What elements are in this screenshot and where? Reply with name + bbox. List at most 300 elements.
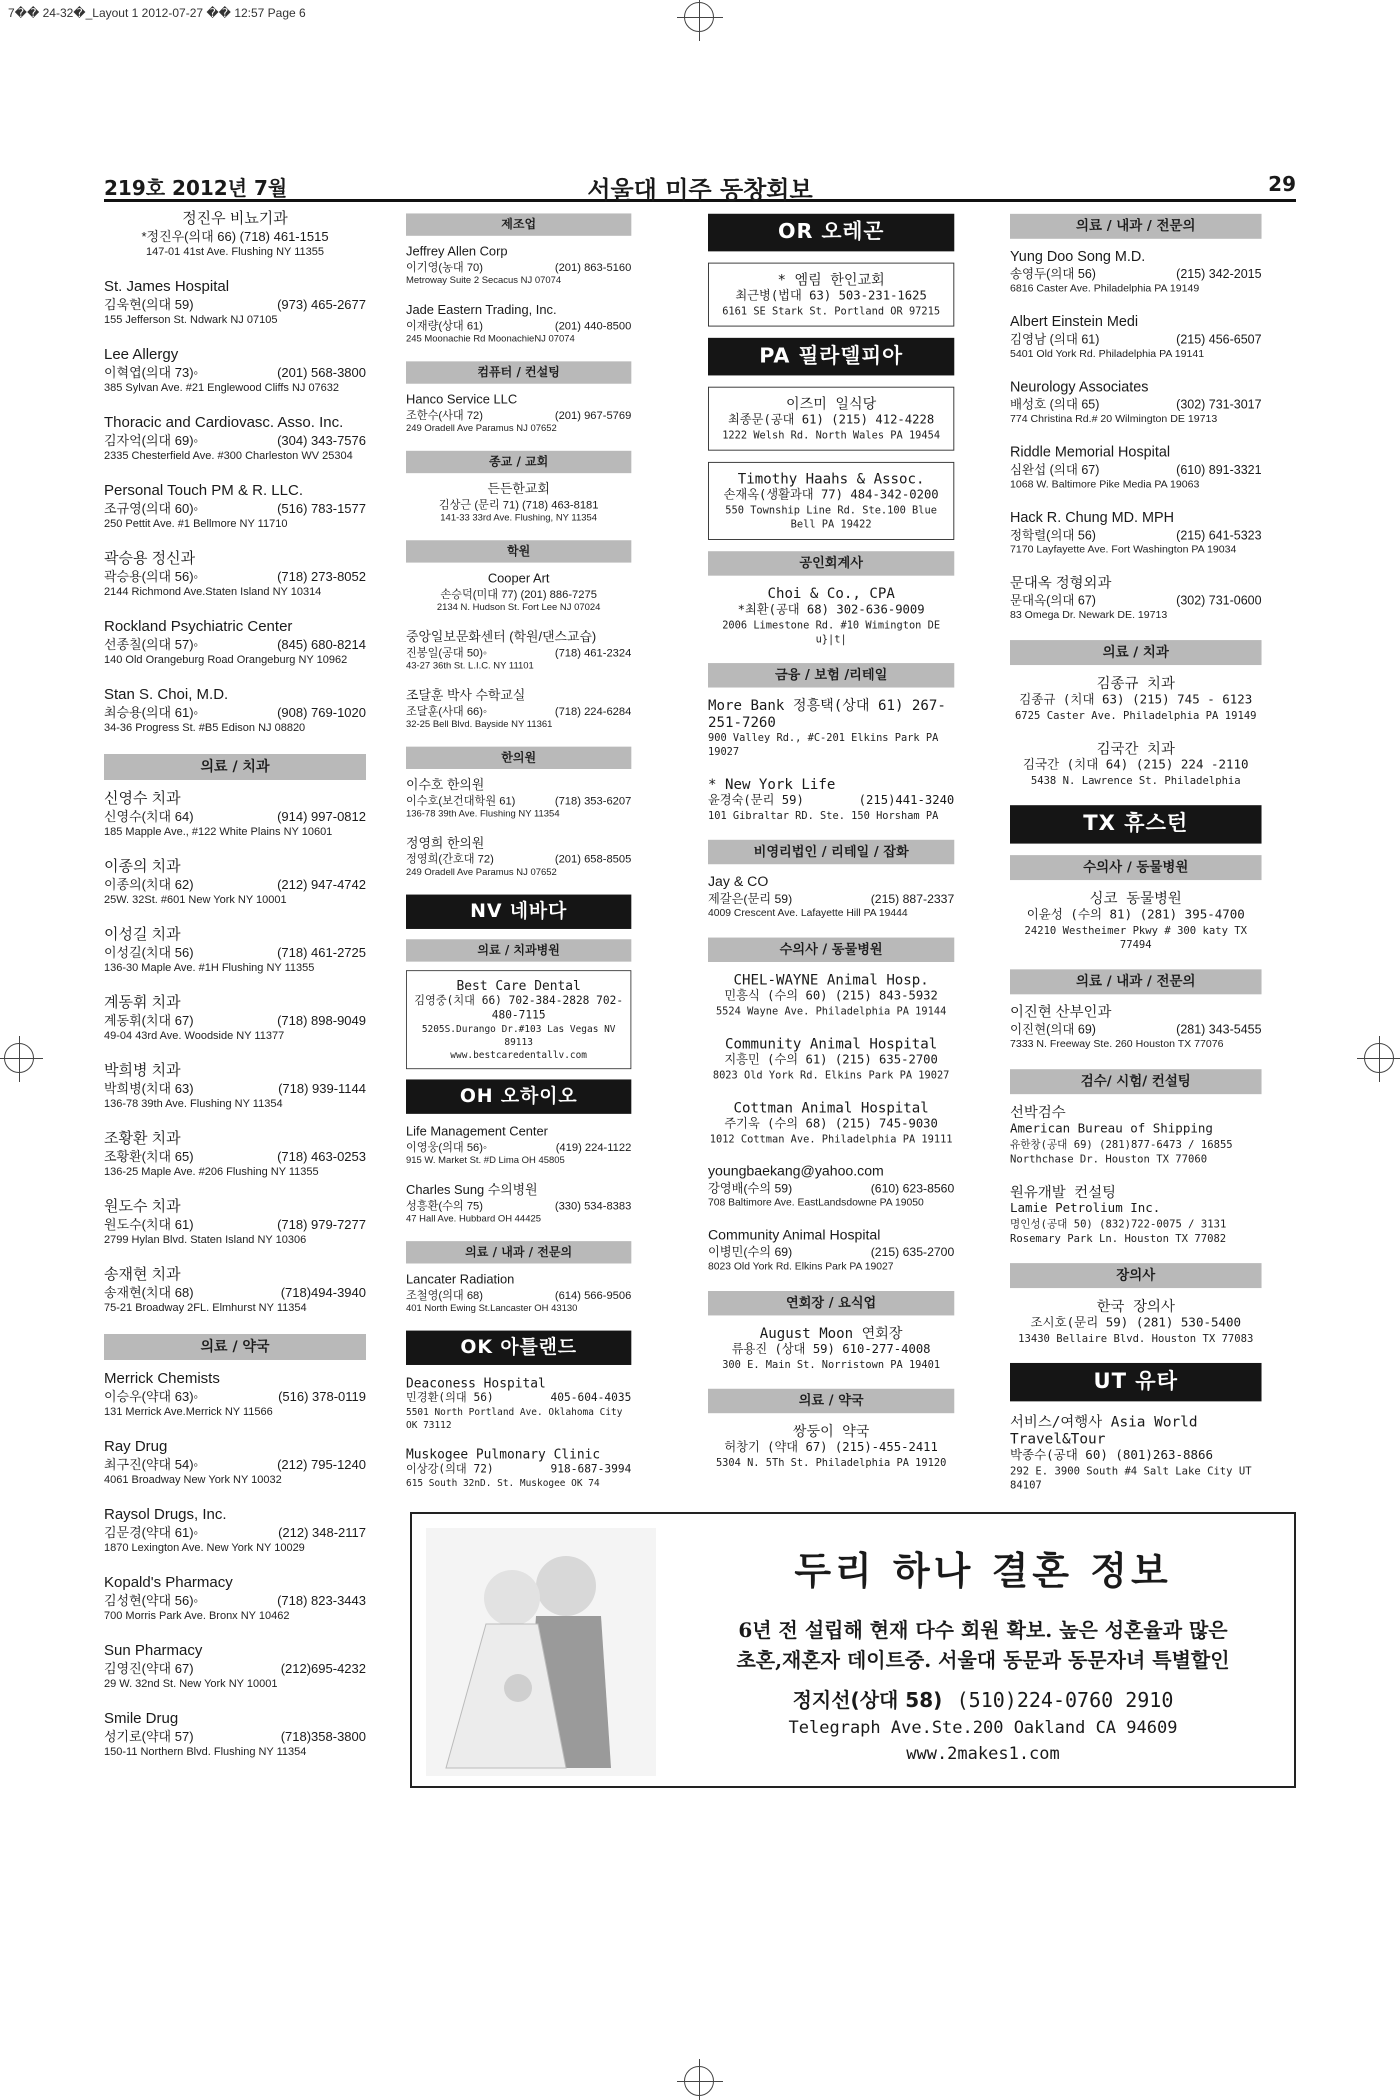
listing-address: 140 Old Orangeburg Road Orangeburg NY 10962 bbox=[104, 654, 348, 666]
listing-name: 송재현 치과 bbox=[104, 1266, 181, 1283]
listing-entry bbox=[406, 836, 631, 879]
listing-person: 손승덕(미대 77) (201) 886-7275 bbox=[440, 587, 597, 601]
listing-name: 이성길 치과 bbox=[104, 926, 181, 943]
listing-name: 선박검수 bbox=[1010, 1103, 1066, 1122]
registration-mark-icon bbox=[4, 1043, 34, 1073]
listing-contact bbox=[708, 1116, 954, 1132]
listing-entry bbox=[1010, 379, 1262, 427]
listing-contact bbox=[708, 891, 954, 907]
listing-entry bbox=[104, 1438, 366, 1488]
listing-entry bbox=[406, 1272, 631, 1315]
listing-person: 손재옥(생활과대 77) 484-342-0200 bbox=[723, 488, 939, 503]
listing-name: 한국 장의사 bbox=[1096, 1297, 1175, 1315]
listing-person: 조한수(사대 72) bbox=[406, 408, 483, 422]
page-header bbox=[104, 170, 1296, 202]
listing-person: 조시호(문리 59) (281) 530-5400 bbox=[1030, 1315, 1242, 1331]
listing-name: Raysol Drugs, Inc. bbox=[104, 1506, 227, 1523]
listing-phone: (718) 273-8052 bbox=[277, 569, 366, 584]
page-title: 서울대 미주 동창회보 bbox=[587, 176, 813, 204]
listing-entry bbox=[708, 1099, 954, 1146]
listing-address: 2134 N. Hudson St. Fort Lee NJ 07024 bbox=[436, 602, 601, 613]
listing-phone: (304) 343-7576 bbox=[277, 433, 366, 448]
listing-person: 제갈은(문리 59) bbox=[708, 891, 793, 906]
listing-person: 최승용(의대 61)◦ bbox=[104, 705, 199, 720]
listing-entry bbox=[104, 1710, 366, 1760]
listing-entry bbox=[406, 244, 631, 287]
listing-address: 29 W. 32nd St. New York NY 10001 bbox=[104, 1678, 278, 1690]
listing-name: Community Animal Hospital bbox=[708, 1227, 881, 1244]
listing-entry bbox=[104, 1506, 366, 1556]
listing-person: 허창기 (약대 67) (215)-455-2411 bbox=[724, 1440, 938, 1455]
listing-entry bbox=[104, 686, 366, 736]
listing-name: 든든한교회 bbox=[487, 481, 550, 497]
listing-name: 계동휘 치과 bbox=[104, 994, 181, 1011]
listing-contact bbox=[1010, 757, 1262, 773]
listing-entry bbox=[708, 971, 954, 1018]
listing-phone: (516) 783-1577 bbox=[277, 501, 366, 516]
listing-entry bbox=[1010, 248, 1262, 296]
listing-person: 정영희(간호대 72) bbox=[406, 852, 494, 866]
listing-contact bbox=[104, 364, 366, 381]
listing-address: 43-27 36th St. L.I.C. NY 11101 bbox=[406, 660, 534, 671]
listing-phone: (718) 823-3443 bbox=[277, 1593, 366, 1608]
listing-person: *정진우(의대 66) (718) 461-1515 bbox=[141, 229, 329, 244]
listing-phone: (215) 641-5323 bbox=[1176, 527, 1262, 543]
listing-phone: (908) 769-1020 bbox=[277, 705, 366, 720]
listing-phone: (610) 891-3321 bbox=[1176, 462, 1262, 477]
section-header: 장의사 bbox=[1010, 1263, 1262, 1288]
listing-phone: (281) 343-5455 bbox=[1176, 1022, 1262, 1037]
listing-address: 708 Baltimore Ave. EastLandsdowne PA 19050 bbox=[708, 1197, 924, 1209]
listing-address: 700 Morris Park Ave. Bronx NY 10462 bbox=[104, 1610, 290, 1622]
listing-contact bbox=[708, 602, 954, 618]
listing-address: 147-01 41st Ave. Flushing NY 11355 bbox=[146, 246, 324, 258]
listing-address: 7170 Layfayette Ave. Fort Washington PA 19034 bbox=[1010, 544, 1237, 556]
listing-name: August Moon 연회장 bbox=[759, 1324, 903, 1342]
boxed-listing bbox=[708, 462, 954, 540]
listing-address: 900 Valley Rd., #C-201 Elkins Park PA 19027 bbox=[708, 731, 939, 759]
listing-name: More Bank 정흥택(상대 61) 267-251-7260 bbox=[708, 696, 946, 731]
listing-person: 최근병(법대 63) 503-231-1625 bbox=[735, 288, 927, 304]
listing-phone: (718) 461-2725 bbox=[277, 945, 366, 960]
listing-person: 이혁엽(의대 73)◦ bbox=[104, 365, 199, 380]
listing-person: 이성길(치대 56) bbox=[104, 945, 194, 960]
section-header: 금융 / 보험 /리테일 bbox=[708, 663, 954, 687]
listing-address: 5205S.Durango Dr.#103 Las Vegas NV 89113 bbox=[421, 1023, 616, 1048]
listing-contact bbox=[104, 1456, 366, 1473]
listing-person: 박종수(공대 60) (801)263-8866 bbox=[1010, 1448, 1214, 1463]
listing-person: Lamie Petrolium Inc. bbox=[1010, 1201, 1161, 1217]
listing-address: Metroway Suite 2 Secacus NJ 07074 bbox=[406, 275, 562, 286]
listing-entry bbox=[708, 1423, 954, 1470]
listing-person: 성흥환(수의 75) bbox=[406, 1199, 483, 1212]
boxed-listing bbox=[708, 263, 954, 327]
listing-address: 5401 Old York Rd. Philadelphia PA 19141 bbox=[1010, 348, 1205, 360]
listing-address: 401 North Ewing St.Lancaster OH 43130 bbox=[406, 1303, 578, 1314]
listing-name: Ray Drug bbox=[104, 1438, 168, 1455]
listing-person: 주기욱 (수의 68) (215) 745-9030 bbox=[724, 1117, 938, 1132]
listing-address: 150-11 Northern Blvd. Flushing NY 11354 bbox=[104, 1746, 307, 1758]
listing-person: 신영수(치대 64) bbox=[104, 809, 194, 824]
listing-contact bbox=[104, 296, 366, 313]
listing-name: 이진현 산부인과 bbox=[1010, 1003, 1112, 1021]
section-header: 제조업 bbox=[406, 213, 631, 235]
section-header: 의료 / 내과 / 전문의 bbox=[1010, 214, 1262, 239]
listing-contact bbox=[104, 568, 366, 585]
listing-phone: (212) 795-1240 bbox=[277, 1457, 366, 1472]
listing-address: 1012 Cottman Ave. Philadelphia PA 19111 bbox=[709, 1133, 953, 1146]
listing-contact bbox=[406, 587, 631, 602]
listing-entry bbox=[708, 697, 954, 759]
page-number: 29 bbox=[1268, 172, 1296, 196]
listing-person: 이재량(상대 61) bbox=[406, 319, 483, 333]
listing-name: St. James Hospital bbox=[104, 278, 230, 295]
listing-address: 5501 North Portland Ave. Oklahoma City OK 73112 bbox=[406, 1406, 623, 1431]
listing-name: youngbaekang@yahoo.com bbox=[708, 1163, 884, 1180]
listing-phone: (302) 731-3017 bbox=[1176, 397, 1262, 412]
listing-contact bbox=[708, 1052, 954, 1068]
listing-phone: (914) 997-0812 bbox=[277, 809, 366, 824]
listing-phone: (201) 568-3800 bbox=[277, 365, 366, 380]
listing-contact bbox=[1010, 266, 1262, 282]
listing-entry bbox=[406, 1447, 631, 1490]
registration-mark-icon bbox=[1364, 1043, 1394, 1073]
state-banner: UT 유타 bbox=[1010, 1363, 1262, 1401]
listing-address: 249 Oradell Ave Paramus NJ 07652 bbox=[406, 867, 557, 878]
listing-contact bbox=[406, 645, 631, 660]
listing-address: 6725 Caster Ave. Philadelphia PA 19149 bbox=[1014, 709, 1257, 722]
listing-name: Best Care Dental bbox=[456, 977, 581, 994]
column-1 bbox=[104, 210, 366, 1778]
registration-mark-icon bbox=[684, 2066, 714, 2096]
listing-name: Jay & CO bbox=[708, 873, 769, 890]
listing-name: 김종규 치과 bbox=[1096, 674, 1175, 692]
listing-phone: (212) 348-2117 bbox=[278, 1525, 366, 1540]
listing-phone: (718) 939-1144 bbox=[278, 1081, 366, 1096]
listing-person: 조달훈(사대 66)◦ bbox=[406, 704, 487, 718]
listing-address: 34-36 Progress St. #B5 Edison NJ 08820 bbox=[104, 722, 306, 734]
listing-name: Community Animal Hospital bbox=[725, 1035, 938, 1053]
listing-name: 조달훈 박사 수학교실 bbox=[406, 688, 526, 703]
listing-name: 쌍둥이 약국 bbox=[792, 1422, 870, 1440]
listing-contact bbox=[1010, 1121, 1262, 1137]
listing-entry bbox=[406, 688, 631, 731]
listing-name: Personal Touch PM & R. LLC. bbox=[104, 482, 303, 499]
listing-name: 싱코 동물병원 bbox=[1089, 889, 1182, 907]
ad-title: 두리 하나 결혼 정보 bbox=[794, 1549, 1172, 1593]
section-header: 의료 / 내과 / 전문의 bbox=[1010, 969, 1262, 994]
wedding-ad bbox=[410, 1512, 1296, 1788]
listing-entry bbox=[708, 1163, 954, 1210]
listing-address: 5304 N. 5Th St. Philadelphia PA 19120 bbox=[715, 1456, 947, 1469]
listing-address: 774 Christina Rd.# 20 Wilmington DE 19713 bbox=[1010, 413, 1218, 426]
listing-name: CHEL-WAYNE Animal Hosp. bbox=[733, 971, 929, 989]
listing-contact bbox=[104, 1216, 366, 1233]
listing-address: 8023 Old York Rd. Elkins Park PA 19027 bbox=[708, 1260, 894, 1273]
listing-contact bbox=[715, 487, 948, 503]
listing-person: 조황환(치대 65) bbox=[104, 1149, 194, 1164]
listing-name: Jade Eastern Trading, Inc. bbox=[406, 302, 557, 318]
listing-phone: (212) 947-4742 bbox=[277, 877, 366, 892]
listing-entry bbox=[104, 790, 366, 840]
listing-person: 김영진(약대 67) bbox=[104, 1661, 194, 1676]
listing-contact bbox=[104, 1524, 366, 1541]
listing-person: 원도수(치대 61) bbox=[104, 1217, 194, 1232]
listing-contact bbox=[708, 1244, 954, 1260]
section-header: 학원 bbox=[406, 540, 631, 562]
listing-phone: (614) 566-9506 bbox=[554, 1288, 632, 1302]
listing-name: Deaconess Hospital bbox=[406, 1375, 546, 1391]
listing-person: 김국간 (치대 64) (215) 224 -2110 bbox=[1022, 758, 1249, 773]
listing-entry bbox=[708, 874, 954, 921]
listing-contact bbox=[406, 497, 631, 512]
listing-person: 김상근 (문리 71) (718) 463-8181 bbox=[438, 498, 599, 511]
listing-phone: (718) 898-9049 bbox=[277, 1013, 366, 1028]
listing-contact bbox=[104, 500, 366, 517]
ad-website-link[interactable]: www.2makes1.com bbox=[906, 1744, 1060, 1764]
listing-contact bbox=[104, 1080, 366, 1097]
listing-address: 유한창(공대 69) (281)877-6473 / 16855 Northchase Dr. Houston TX 77060 bbox=[1010, 1138, 1233, 1166]
listing-person: 김자억(의대 69)◦ bbox=[104, 433, 199, 448]
listing-address: 49-04 43rd Ave. Woodside NY 11377 bbox=[104, 1030, 285, 1042]
listing-name: 박희병 치과 bbox=[104, 1062, 181, 1079]
listing-name: Lancater Radiation bbox=[406, 1272, 515, 1287]
print-slug: 7�� 24-32�_Layout 1 2012-07-27 �� 12:57 Page 6 bbox=[8, 6, 306, 20]
ad-line-2: 초혼,재혼자 데이트중. 서울대 동문과 동문자녀 특별할인 bbox=[736, 1648, 1230, 1672]
listing-phone: (845) 680-8214 bbox=[277, 637, 366, 652]
listing-address: 5438 N. Lawrence St. Philadelphia bbox=[1030, 774, 1241, 787]
listing-person: 김문경(약대 61)◦ bbox=[104, 1525, 199, 1540]
listing-contact bbox=[708, 1180, 954, 1196]
listing-entry bbox=[1010, 1413, 1262, 1493]
column-3 bbox=[708, 210, 954, 1487]
listing-contact bbox=[412, 993, 625, 1022]
listing-name: Thoracic and Cardiovasc. Asso. Inc. bbox=[104, 414, 344, 431]
listing-phone: (718) 224-6284 bbox=[554, 704, 632, 718]
listing-person: 민경환(의대 56) bbox=[406, 1391, 494, 1405]
section-header: 검수/ 시험/ 컨설팅 bbox=[1010, 1069, 1262, 1094]
listing-person: 김성현(약대 56)◦ bbox=[104, 1593, 199, 1608]
registration-mark-icon bbox=[684, 2, 714, 32]
listing-person: 계동휘(치대 67) bbox=[104, 1013, 194, 1028]
section-header: 공인회계사 bbox=[708, 551, 954, 575]
listing-contact bbox=[104, 1148, 366, 1165]
listing-phone: (201) 967-5769 bbox=[554, 408, 632, 422]
listing-entry bbox=[1010, 314, 1262, 362]
listing-address: 245 Moonachie Rd MoonachieNJ 07074 bbox=[406, 333, 575, 345]
listing-entry bbox=[406, 630, 631, 673]
wedding-couple-image bbox=[426, 1528, 656, 1776]
listing-address: 915 W. Market St. #D Lima OH 45805 bbox=[406, 1155, 565, 1166]
listing-entry bbox=[104, 1370, 366, 1420]
listing-name: 원유개발 컨설팅 bbox=[1010, 1183, 1117, 1201]
listing-name: Sun Pharmacy bbox=[104, 1642, 203, 1659]
listing-person: 이상강(의대 72) bbox=[406, 1463, 494, 1476]
listing-contact bbox=[1010, 462, 1262, 478]
listing-address: 명인성(공대 50) (832)722-0075 / 3131 Rosemary Park Ln. Houston TX 77082 bbox=[1010, 1218, 1227, 1245]
state-banner: PA 필라델피아 bbox=[708, 338, 954, 376]
listing-address: 615 South 32nD. St. Muskogee OK 74 bbox=[406, 1477, 600, 1489]
listing-person: 김종규 (치대 63) (215) 745 - 6123 bbox=[1019, 692, 1253, 708]
listing-contact bbox=[406, 318, 631, 333]
listing-entry bbox=[708, 1325, 954, 1372]
boxed-listing bbox=[406, 970, 631, 1069]
listing-phone: (302) 731-0600 bbox=[1176, 593, 1262, 608]
listing-entry bbox=[406, 778, 631, 821]
listing-phone: (215) 887-2337 bbox=[870, 891, 955, 906]
listing-name: Charles Sung 수의병원 bbox=[406, 1182, 538, 1198]
state-banner: OR 오레곤 bbox=[708, 214, 954, 252]
listing-phone: (516) 378-0119 bbox=[278, 1389, 366, 1404]
listing-person: 진봉일(공대 50)◦ bbox=[406, 646, 487, 659]
listing-name: Hanco Service LLC bbox=[406, 392, 518, 407]
ad-contact-name: 정지선(상대 58) bbox=[792, 1688, 943, 1712]
listing-contact bbox=[715, 412, 948, 428]
listing-name: Rockland Psychiatric Center bbox=[104, 618, 293, 635]
listing-person: *최환(공대 68) 302-636-9009 bbox=[737, 602, 925, 618]
listing-address: 7333 N. Freeway Ste. 260 Houston TX 77076 bbox=[1010, 1038, 1224, 1050]
listing-address: 1068 W. Baltimore Pike Media PA 19063 bbox=[1010, 478, 1200, 491]
listing-phone: (212)695-4232 bbox=[280, 1661, 366, 1676]
listing-entry bbox=[104, 482, 366, 532]
listing-entry bbox=[104, 1198, 366, 1248]
listing-person: American Bureau of Shipping bbox=[1010, 1122, 1213, 1137]
listing-address: 136-25 Maple Ave. #206 Flushing NY 11355 bbox=[104, 1166, 319, 1178]
listing-entry bbox=[104, 1266, 366, 1316]
listing-contact bbox=[715, 288, 948, 304]
listing-contact bbox=[1010, 692, 1262, 708]
listing-contact bbox=[104, 1012, 366, 1029]
listing-name: Hack R. Chung MD. MPH bbox=[1010, 509, 1175, 526]
listing-address: 2335 Chesterfield Ave. #300 Charleston WV 25304 bbox=[104, 450, 353, 462]
listing-name: Yung Doo Song M.D. bbox=[1010, 248, 1146, 265]
listing-contact bbox=[406, 793, 631, 808]
listing-address: 155 Jefferson St. Ndwark NJ 07105 bbox=[104, 314, 278, 326]
listing-entry bbox=[104, 210, 366, 260]
listing-person: 곽승용(의대 56)◦ bbox=[104, 569, 199, 584]
listing-entry bbox=[708, 776, 954, 823]
listing-contact bbox=[406, 1462, 631, 1477]
listing-name: Cottman Animal Hospital bbox=[733, 1099, 929, 1117]
listing-entry bbox=[104, 926, 366, 976]
listing-address: 141-33 33rd Ave. Flushing, NY 11354 bbox=[440, 512, 598, 524]
listing-address: 2799 Hylan Blvd. Staten Island NY 10306 bbox=[104, 1234, 307, 1246]
listing-address: 250 Pettit Ave. #1 Bellmore NY 11710 bbox=[104, 518, 288, 530]
listing-contact bbox=[708, 1440, 954, 1456]
listing-address: 83 Omega Dr. Newark DE. 19713 bbox=[1010, 609, 1168, 621]
listing-person: 김욱현(의대 59) bbox=[104, 297, 194, 312]
listing-name: 서비스/여행사 Asia World Travel&Tour bbox=[1010, 1412, 1198, 1448]
listing-name: Smile Drug bbox=[104, 1710, 179, 1727]
section-header: 연회장 / 요식업 bbox=[708, 1291, 954, 1315]
listing-address: 4061 Broadway New York NY 10032 bbox=[104, 1474, 282, 1486]
listing-person: 송영두(의대 56) bbox=[1010, 266, 1096, 282]
listing-name: 중앙일보문화센터 (학원/댄스교습) bbox=[406, 629, 597, 645]
listing-entry bbox=[1010, 444, 1262, 492]
boxed-listing bbox=[708, 387, 954, 451]
listing-address: 2144 Richmond Ave.Staten Island NY 10314 bbox=[104, 586, 322, 598]
listing-person: 김영남 (의대 61) bbox=[1010, 331, 1100, 347]
listing-entry bbox=[104, 858, 366, 908]
listing-entry bbox=[104, 1130, 366, 1180]
listing-entry bbox=[1010, 1004, 1262, 1052]
listing-address: 6161 SE Stark St. Portland OR 97215 bbox=[722, 304, 941, 318]
listing-contact bbox=[1010, 331, 1262, 347]
listing-phone: (718) 463-0253 bbox=[277, 1149, 366, 1164]
listing-contact bbox=[104, 228, 366, 245]
listing-entry bbox=[104, 618, 366, 668]
listing-address: 385 Sylvan Ave. #21 Englewood Cliffs NJ 07632 bbox=[104, 382, 340, 394]
column-2 bbox=[406, 210, 631, 1505]
listing-entry bbox=[1010, 1183, 1262, 1245]
listing-entry bbox=[104, 414, 366, 464]
column-4 bbox=[1010, 210, 1262, 1510]
listing-person: 성기로(약대 57) bbox=[104, 1729, 194, 1744]
listing-phone: 918-687-3994 bbox=[550, 1463, 632, 1476]
listing-address: 1222 Welsh Rd. North Wales PA 19454 bbox=[722, 429, 941, 442]
listing-contact bbox=[1010, 907, 1262, 923]
listing-contact bbox=[1010, 1447, 1262, 1463]
listing-entry bbox=[1010, 740, 1262, 788]
listing-phone: (610) 623-8560 bbox=[870, 1181, 955, 1196]
listing-name: Lee Allergy bbox=[104, 346, 179, 363]
listing-name: * 엠림 한인교회 bbox=[777, 271, 885, 289]
section-header: 컴퓨터 / 컨설팅 bbox=[406, 361, 631, 383]
listing-person: 강영배(수의 59) bbox=[708, 1181, 793, 1196]
section-header: 의료 / 치과병원 bbox=[406, 939, 631, 961]
listing-contact bbox=[1010, 1201, 1262, 1217]
listing-phone: (718)358-3800 bbox=[280, 1729, 366, 1744]
listing-name: 김국간 치과 bbox=[1096, 739, 1175, 758]
listing-entry bbox=[104, 346, 366, 396]
listing-name: 곽승용 정신과 bbox=[104, 550, 196, 567]
listing-phone: (973) 465-2677 bbox=[277, 297, 366, 312]
ad-contact bbox=[672, 1684, 1294, 1713]
listing-contact bbox=[104, 1592, 366, 1609]
listing-phone: (201) 863-5160 bbox=[554, 260, 632, 274]
listing-address: 8023 Old York Rd. Elkins Park PA 19027 bbox=[712, 1069, 950, 1082]
listing-address: 6816 Caster Ave. Philadelphia PA 19149 bbox=[1010, 282, 1200, 295]
listing-contact bbox=[406, 1140, 631, 1155]
listing-person: 류용진 (상대 59) 610-277-4008 bbox=[731, 1342, 931, 1357]
state-banner: NV 네바다 bbox=[406, 895, 631, 929]
listing-address: 1870 Lexington Ave. New York NY 10029 bbox=[104, 1542, 305, 1554]
listing-name: Stan S. Choi, M.D. bbox=[104, 686, 229, 703]
listing-person: 문대옥(의대 67) bbox=[1010, 593, 1096, 608]
listing-contact bbox=[1010, 1315, 1262, 1331]
listing-address: 136-78 39th Ave. Flushing NY 11354 bbox=[104, 1098, 283, 1110]
listing-contact bbox=[406, 852, 631, 867]
listing-entry bbox=[406, 1375, 631, 1431]
listing-address: 32-25 Bell Blvd. Bayside NY 11361 bbox=[406, 719, 553, 730]
listing-entry bbox=[104, 1062, 366, 1112]
listing-address: 25W. 32St. #601 New York NY 10001 bbox=[104, 894, 287, 906]
listing-entry bbox=[104, 1642, 366, 1692]
listing-website-link[interactable]: www.bestcaredentallv.com bbox=[450, 1049, 588, 1061]
state-banner: TX 휴스턴 bbox=[1010, 805, 1262, 843]
listing-contact bbox=[708, 793, 954, 809]
listing-name: 정진우 비뇨기과 bbox=[182, 210, 288, 227]
listing-address: 4009 Crescent Ave. Lafayette Hill PA 19444 bbox=[708, 907, 908, 919]
listing-entry bbox=[708, 585, 954, 646]
listing-name: 이종의 치과 bbox=[104, 858, 181, 875]
listing-person: 이병민(수의 69) bbox=[708, 1244, 793, 1260]
listing-address: 2006 Limestone Rd. #10 Wimington DE u}|t| bbox=[722, 618, 941, 646]
listing-name: Muskogee Pulmonary Clinic bbox=[406, 1446, 601, 1463]
listing-address: 249 Oradell Ave Paramus NJ 07652 bbox=[406, 423, 557, 434]
listing-person: 김영중(치대 66) 702-384-2828 702-480-7115 bbox=[414, 994, 624, 1022]
listing-entry bbox=[1010, 890, 1262, 952]
